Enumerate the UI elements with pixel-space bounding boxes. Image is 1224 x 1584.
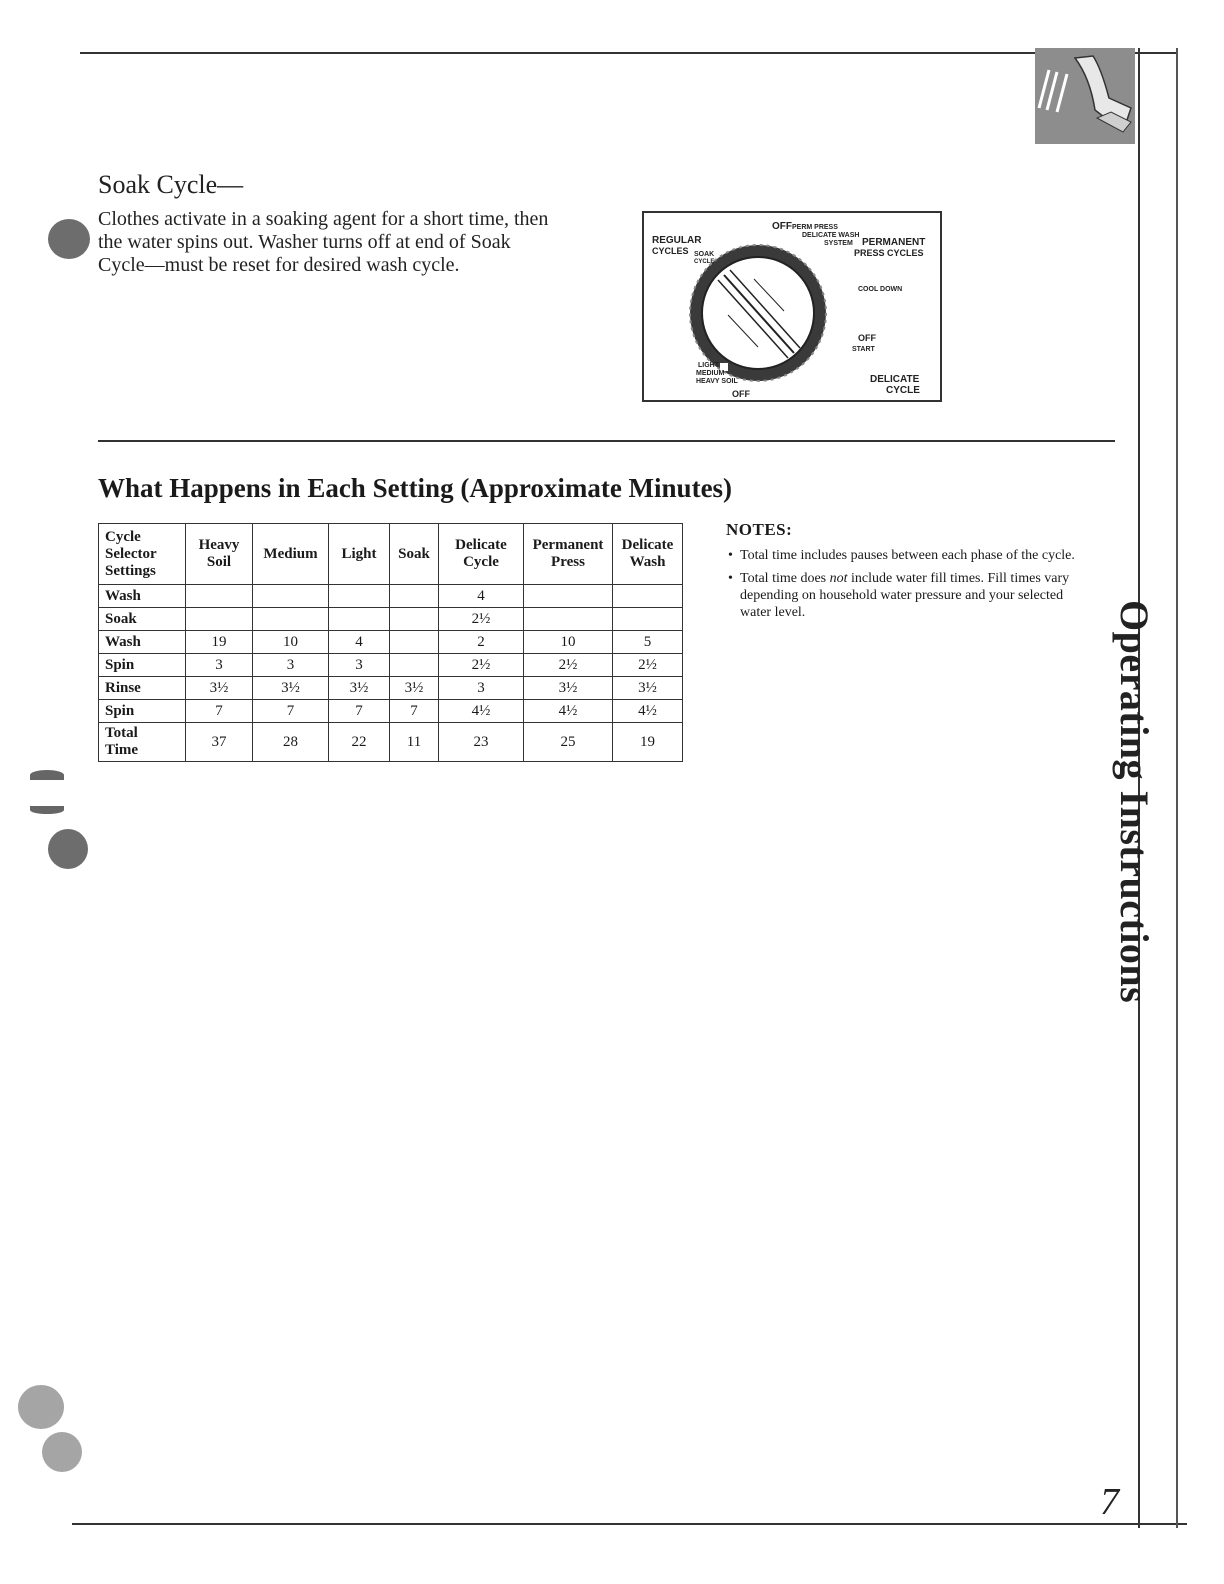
- header-line: Delicate: [455, 537, 507, 553]
- table-cell: 3½: [186, 677, 253, 700]
- table-cell: [390, 608, 439, 631]
- table-cell: 2: [439, 631, 524, 654]
- table-cell: [253, 585, 329, 608]
- header-line: Permanent: [532, 537, 604, 553]
- table-cell: [524, 608, 613, 631]
- table-cell: 3: [253, 654, 329, 677]
- dial-label-system: SYSTEM: [824, 240, 853, 247]
- row-label-rinse: Rinse: [99, 677, 186, 700]
- table-cell: 19: [613, 723, 683, 762]
- table-row: [99, 654, 683, 677]
- table-cell: 4½: [524, 700, 613, 723]
- note-item: • Total time includes pauses between each phase of the cycle.: [726, 547, 1096, 564]
- table-cell: 5: [613, 631, 683, 654]
- table-row: [99, 631, 683, 654]
- row-label-total-time: [99, 723, 186, 762]
- dial-label-cool-down: COOL DOWN: [858, 286, 903, 293]
- table-cell: 2½: [439, 608, 524, 631]
- bottom-rule: [72, 1523, 1187, 1525]
- row-label-wash-2: Wash: [99, 631, 186, 654]
- binder-hole-1: [48, 219, 90, 259]
- header-permanent-press: [524, 524, 613, 585]
- header-line: Cycle: [105, 528, 141, 545]
- header-delicate-cycle: [439, 524, 524, 585]
- header-line: Light: [341, 545, 377, 562]
- note-emphasis: not: [829, 571, 848, 586]
- dial-label-off-bottom: OFF: [732, 389, 750, 399]
- hand-pressing-button-icon: [1035, 48, 1135, 144]
- header-soak: [390, 524, 439, 585]
- binder-hole-4: [42, 1432, 82, 1472]
- table-cell: 23: [439, 723, 524, 762]
- notes-title: NOTES:: [726, 520, 793, 539]
- table-cell: 4: [439, 585, 524, 608]
- header-line: Wash: [629, 554, 666, 570]
- table-cell: 3: [186, 654, 253, 677]
- table-cell: 7: [253, 700, 329, 723]
- table-cell: 3½: [329, 677, 390, 700]
- table-cell: 7: [390, 700, 439, 723]
- binder-hole-3: [18, 1385, 64, 1429]
- header-line: Cycle: [463, 554, 499, 570]
- table-cell: 3½: [524, 677, 613, 700]
- total-label-line: Time: [105, 742, 139, 758]
- sidebar-border-right: [1176, 48, 1178, 1528]
- note-item: [726, 570, 1096, 621]
- dial-label-heavy-soil: HEAVY SOIL: [696, 378, 738, 385]
- table-cell: 4½: [439, 700, 524, 723]
- dial-label-cycles: CYCLES: [652, 246, 689, 256]
- table-cell: [329, 608, 390, 631]
- middle-rule: [98, 440, 1115, 442]
- header-line: Heavy: [198, 537, 240, 553]
- table-cell: [186, 585, 253, 608]
- table-header-row: [99, 524, 683, 585]
- dial-label-soak: SOAK: [694, 251, 715, 258]
- note-text: include water fill times. Fill times vary depending on household water pressure and your selected water level.: [740, 571, 1070, 620]
- table-cell: [253, 608, 329, 631]
- table-cell: [186, 608, 253, 631]
- soak-cycle-description: Clothes activate in a soaking agent for a short time, then the water spins out. Washer turns off at end of Soak Cycle—must be reset for desired wash cycle.: [98, 208, 549, 276]
- dial-label-delicate-wash: DELICATE WASH: [802, 232, 860, 239]
- table-cell: 11: [390, 723, 439, 762]
- dial-label-perm-press: PERM PRESS: [792, 224, 838, 231]
- table-cell: 22: [329, 723, 390, 762]
- table-cell: 3½: [613, 677, 683, 700]
- table-cell: 7: [329, 700, 390, 723]
- dial-label-delicate: DELICATE: [870, 374, 920, 385]
- header-light: [329, 524, 390, 585]
- table-cell: 2½: [439, 654, 524, 677]
- soak-cycle-heading: Soak Cycle—: [98, 170, 244, 199]
- binder-hole-2: [48, 829, 88, 869]
- dial-label-off-right: OFF: [858, 333, 876, 343]
- dial-label-soak-cycle: CYCLE: [694, 259, 715, 265]
- row-label-soak: Soak: [99, 608, 186, 631]
- table-cell: 3: [439, 677, 524, 700]
- header-line: Settings: [105, 562, 156, 579]
- note-text: Total time does: [740, 571, 830, 586]
- table-cell: 3½: [253, 677, 329, 700]
- table-row: [99, 608, 683, 631]
- table-cell: 37: [186, 723, 253, 762]
- section-side-title: Operating Instructions: [1112, 600, 1157, 1004]
- total-label-line: Total: [105, 725, 138, 741]
- binder-hole-mark: [30, 770, 64, 780]
- header-delicate-wash: [613, 524, 683, 585]
- table-cell: 19: [186, 631, 253, 654]
- table-cell: [390, 654, 439, 677]
- dial-label-press-cycles: PRESS CYCLES: [854, 248, 924, 258]
- header-line: Selector: [105, 545, 157, 562]
- table-cell: 7: [186, 700, 253, 723]
- table-cell: [329, 585, 390, 608]
- table-cell: [390, 631, 439, 654]
- header-line: Press: [551, 554, 585, 570]
- header-cycle-selector-settings: [99, 524, 186, 585]
- settings-table-heading: What Happens in Each Setting (Approximate Minutes): [98, 473, 733, 503]
- page-number: 7: [1100, 1481, 1119, 1523]
- dial-label-off-top: OFF: [772, 221, 792, 232]
- dial-label-start: START: [852, 346, 875, 353]
- row-label-spin: Spin: [99, 654, 186, 677]
- dial-label-regular: REGULAR: [652, 235, 702, 246]
- table-cell: 4: [329, 631, 390, 654]
- row-label-spin-2: Spin: [99, 700, 186, 723]
- header-line: Soil: [206, 554, 232, 570]
- header-line: Delicate: [621, 537, 674, 553]
- table-cell: 3½: [390, 677, 439, 700]
- row-label-wash: Wash: [99, 585, 186, 608]
- table-row: [99, 677, 683, 700]
- top-rule: [80, 52, 1177, 54]
- cycle-dial-diagram: [642, 211, 942, 402]
- table-cell: 25: [524, 723, 613, 762]
- table-cell: [613, 608, 683, 631]
- cycle-settings-table: [98, 523, 683, 762]
- header-heavy-soil: [186, 524, 253, 585]
- table-row: [99, 700, 683, 723]
- notes-list: [726, 547, 1096, 627]
- dial-label-delicate-cycle: CYCLE: [886, 385, 920, 396]
- table-cell: 3: [329, 654, 390, 677]
- table-cell: 10: [524, 631, 613, 654]
- header-medium: [253, 524, 329, 585]
- table-row: [99, 585, 683, 608]
- dial-label-medium: MEDIUM: [696, 370, 725, 377]
- table-cell: 4½: [613, 700, 683, 723]
- table-cell: 2½: [524, 654, 613, 677]
- table-cell: [613, 585, 683, 608]
- table-cell: 2½: [613, 654, 683, 677]
- table-cell: [390, 585, 439, 608]
- table-cell: 10: [253, 631, 329, 654]
- header-line: Medium: [263, 545, 318, 562]
- binder-hole-mark-2: [30, 806, 64, 814]
- table-cell: [524, 585, 613, 608]
- table-cell: 28: [253, 723, 329, 762]
- table-row-total: [99, 723, 683, 762]
- dial-label-light: LIGHT: [698, 362, 719, 369]
- header-line: Soak: [398, 545, 430, 562]
- dial-label-permanent: PERMANENT: [862, 237, 926, 248]
